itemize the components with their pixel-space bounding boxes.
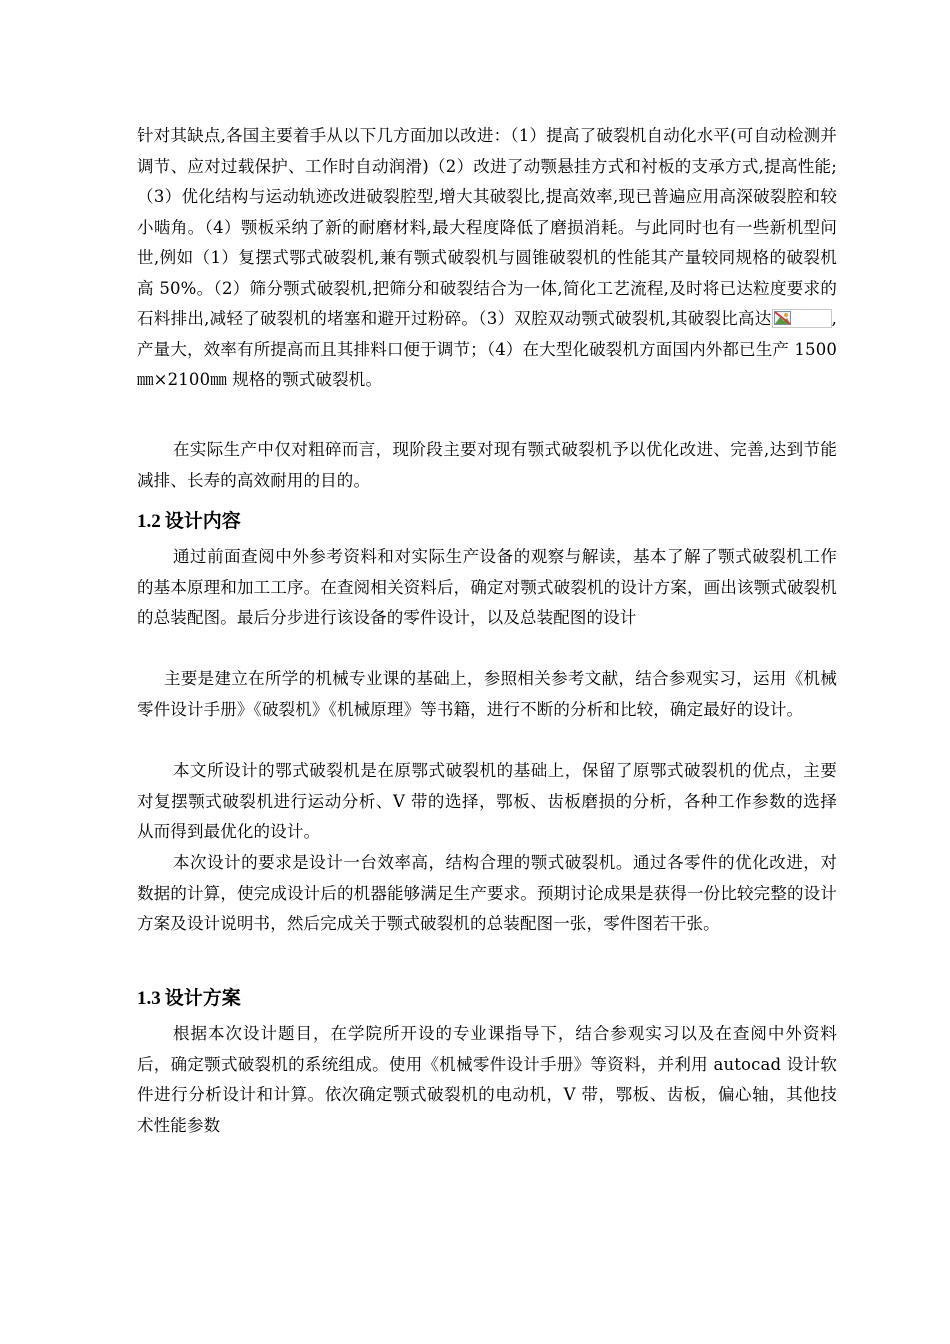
paragraph-design-content-1: 通过前面查阅中外参考资料和对实际生产设备的观察与解读，基本了解了颚式破裂机工作的基本原理和加工工序。在查阅相关资料后，确定对颚式破裂机的设计方案，画出该颚式破裂机的总装配图。最后分步进行该设备的零件设计，以及总装配图的设计 [137, 547, 837, 627]
section-number: 1.3 [137, 988, 161, 1009]
paragraph-design-content-2: 主要是建立在所学的机械专业课的基础上，参照相关参考文献，结合参观实习，运用《机械零件设计手册》《破裂机》《机械原理》等书籍，进行不断的分析和比较，确定最好的设计。 [137, 669, 837, 719]
paragraph-improvements [137, 121, 837, 396]
section-heading-1-2 [137, 508, 241, 535]
section-heading-1-3 [137, 985, 241, 1012]
section-number: 1.2 [137, 511, 161, 532]
section-title: 设计内容 [164, 510, 241, 532]
paragraph-improvements-text: 针对其缺点,各国主要着手从以下几方面加以改进：（1）提高了破裂机自动化水平(可自动检测并调节、应对过载保护、工作时自动润滑)（2）改进了动颚悬挂方式和衬板的支承方式,提高性能;（3）优化结构与运动轨迹改进破裂腔型,增大其破裂比,提高效率,现已普遍应用高深破裂腔和较小啮角。（4）颚板采纳了新的耐磨材料,最大程度降低了磨损消耗。与此同时也有一些新机型问世,例如（1）复摆式鄂式破裂机,兼有颚式破裂机与圆锥破裂机的性能其产量较同规格的破裂机高 50%。（2）筛分颚式破裂机,把筛分和破裂结合为一体,简化工艺流程,及时将已达粒度要求的石料排出,减轻了破裂机的堵塞和避开过粉碎。（3）双腔双动颚式破裂机,其破裂比高达 [137, 126, 837, 328]
paragraph-design-content-3: 本文所设计的鄂式破裂机是在原鄂式破裂机的基础上，保留了原鄂式破裂机的优点，主要对复摆颚式破裂机进行运动分析、V 带的选择，鄂板、齿板磨损的分析，各种工作参数的选择从而得到最优化的设计。 [137, 761, 837, 841]
paragraph-improvements-tail: ,产量大，效率有所提高而且其排料口便于调节；（4）在大型化破裂机方面国内外都已生产 1500㎜×2100㎜ 规格的颚式破裂机。 [137, 309, 837, 389]
section-title: 设计方案 [164, 987, 241, 1009]
paragraph-current-status: 在实际生产中仅对粗碎而言，现阶段主要对现有颚式破裂机予以优化改进、完善,达到节能减排、长寿的高效耐用的目的。 [137, 440, 837, 490]
broken-image-icon [772, 309, 832, 328]
paragraph-design-content-4: 本次设计的要求是设计一台效率高，结构合理的颚式破裂机。通过各零件的优化改进，对数据的计算，使完成设计后的机器能够满足生产要求。预期讨论成果是获得一份比较完整的设计方案及设计说明书，然后完成关于颚式破裂机的总装配图一张，零件图若干张。 [137, 853, 837, 933]
paragraph-design-plan: 根据本次设计题目，在学院所开设的专业课指导下，结合参观实习以及在查阅中外资料后，确定颚式破裂机的系统组成。使用《机械零件设计手册》等资料，并利用 autocad 设计软件进行分析设计和计算。依次确定颚式破裂机的电动机，V 带，鄂板、齿板，偏心轴，其他技术性能参数 [137, 1024, 837, 1135]
